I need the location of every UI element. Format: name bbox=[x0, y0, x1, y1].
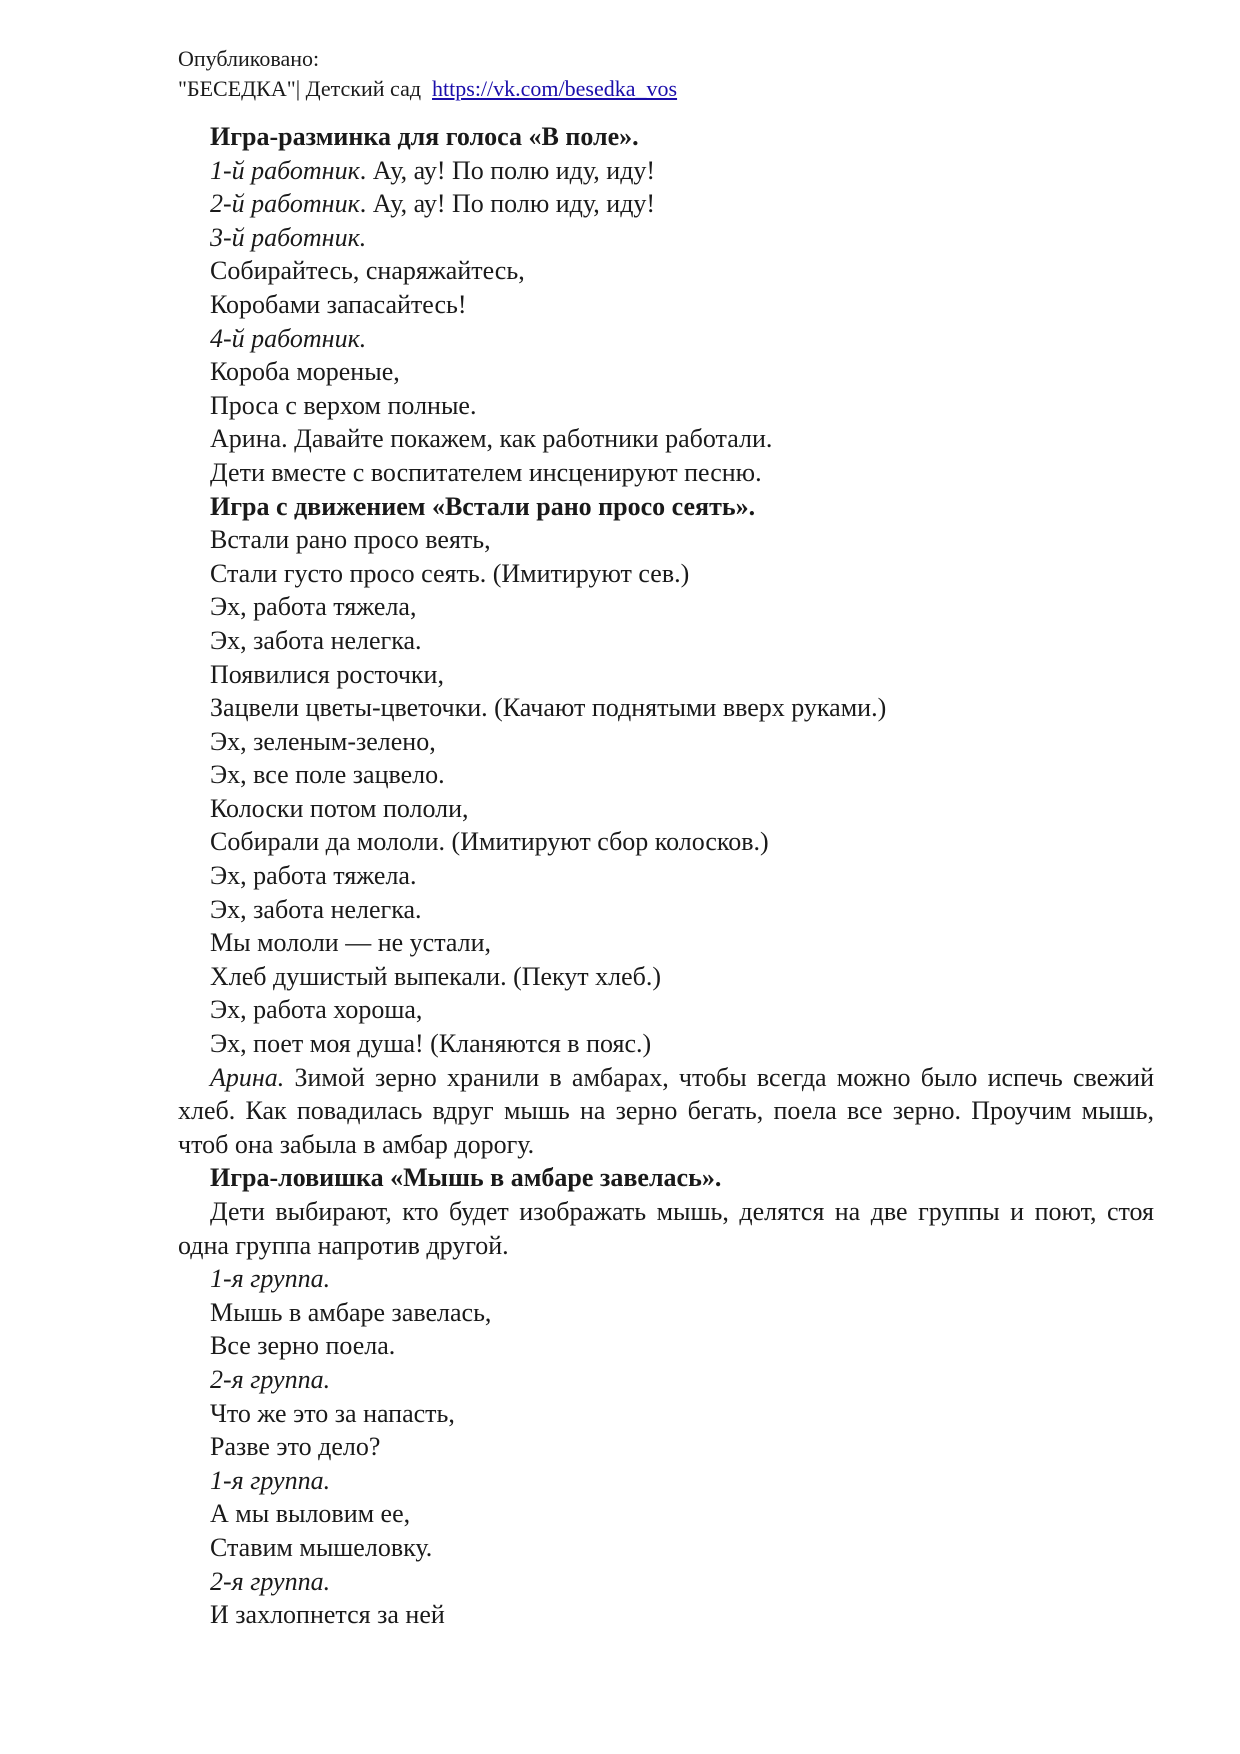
song-line: Эх, зеленым-зелено, bbox=[210, 726, 436, 756]
arina-paragraph bbox=[178, 1061, 1154, 1162]
published-label: Опубликовано: bbox=[178, 46, 320, 71]
source-line bbox=[178, 74, 677, 104]
arina-speaker: Арина. bbox=[210, 1062, 285, 1092]
game1-title: Игра-разминка для голоса «В поле». bbox=[210, 122, 639, 151]
worker2-speaker: 2-й работник bbox=[210, 189, 360, 219]
group-label: 2-я группа. bbox=[210, 1566, 331, 1596]
arina-line: Арина. Давайте покажем, как работники работали. bbox=[210, 424, 773, 454]
verse-line: Все зерно поела. bbox=[210, 1331, 396, 1361]
worker2-line bbox=[178, 187, 1154, 221]
verse-line: Собирайтесь, снаряжайтесь, bbox=[210, 256, 525, 286]
worker1-line bbox=[178, 154, 1154, 188]
arina-paragraph-text: Зимой зерно хранили в амбарах, чтобы всегда можно было испечь свежий хлеб. Как повадилась вдруг мышь на зерно бегать, поела все зерно. Проучим мышь, чтоб она забыла в амбар дорогу. bbox=[178, 1062, 1154, 1159]
verse-line: Коробами запасайтесь! bbox=[210, 289, 467, 319]
song-line: Эх, забота нелегка. bbox=[210, 625, 422, 655]
song-line: Стали густо просо сеять. (Имитируют сев.) bbox=[210, 558, 690, 588]
verse-line: Проса с верхом полные. bbox=[210, 390, 477, 420]
song-line: Зацвели цветы-цветочки. (Качают поднятыми вверх руками.) bbox=[210, 693, 887, 723]
verse-line: Короба мореные, bbox=[210, 357, 400, 387]
song-line: Эх, работа тяжела. bbox=[210, 861, 417, 891]
song-line: Эх, работа тяжела, bbox=[210, 592, 417, 622]
song-line: Мы мололи — не устали, bbox=[210, 928, 492, 958]
worker1-text: . Ау, ау! По полю иду, иду! bbox=[359, 155, 656, 185]
worker3-speaker: 3-й работник. bbox=[210, 222, 367, 252]
verse-line: А мы выловим ее, bbox=[210, 1499, 411, 1529]
verse-line: Разве это дело? bbox=[210, 1432, 381, 1462]
group-label: 2-я группа. bbox=[210, 1364, 331, 1394]
worker4-speaker: 4-й работник. bbox=[210, 323, 367, 353]
song-line: Колоски потом пололи, bbox=[210, 793, 469, 823]
verse-line: Мышь в амбаре завелась, bbox=[210, 1297, 492, 1327]
group-label: 1-я группа. bbox=[210, 1264, 331, 1294]
song-line: Эх, все поле зацвело. bbox=[210, 760, 445, 790]
song-line: Встали рано просо веять, bbox=[210, 525, 491, 555]
verse-line: Что же это за напасть, bbox=[210, 1398, 455, 1428]
song-line: Эх, поет моя душа! (Кланяются в пояс.) bbox=[210, 1029, 652, 1059]
verse-line: И захлопнется за ней bbox=[210, 1600, 445, 1630]
song-line: Эх, работа хороша, bbox=[210, 995, 423, 1025]
source-name: "БЕСЕДКА"| Детский сад bbox=[178, 76, 422, 101]
publication-header bbox=[178, 44, 677, 104]
document-body bbox=[178, 120, 1154, 1632]
worker2-text: . Ау, ау! По полю иду, иду! bbox=[359, 189, 656, 219]
worker1-speaker: 1-й работник bbox=[210, 155, 360, 185]
game3-title: Игра-ловишка «Мышь в амбаре завелась». bbox=[210, 1163, 722, 1193]
song-line: Хлеб душистый выпекали. (Пекут хлеб.) bbox=[210, 961, 662, 991]
verse-line: Ставим мышеловку. bbox=[210, 1532, 433, 1562]
source-link[interactable]: https://vk.com/besedka_vos bbox=[432, 76, 678, 101]
instruction-paragraph: Дети выбирают, кто будет изображать мышь, делятся на две группы и поют, стоя одна группа напротив другой. bbox=[178, 1197, 1154, 1260]
song-line: Появилися росточки, bbox=[210, 659, 444, 689]
song-line: Собирали да мололи. (Имитируют сбор колосков.) bbox=[210, 827, 769, 857]
song-line: Эх, забота нелегка. bbox=[210, 894, 422, 924]
group-label: 1-я группа. bbox=[210, 1465, 331, 1495]
instruction-line: Дети вместе с воспитателем инсценируют песню. bbox=[210, 457, 762, 487]
game2-title: Игра с движением «Встали рано просо сеять». bbox=[210, 491, 756, 521]
